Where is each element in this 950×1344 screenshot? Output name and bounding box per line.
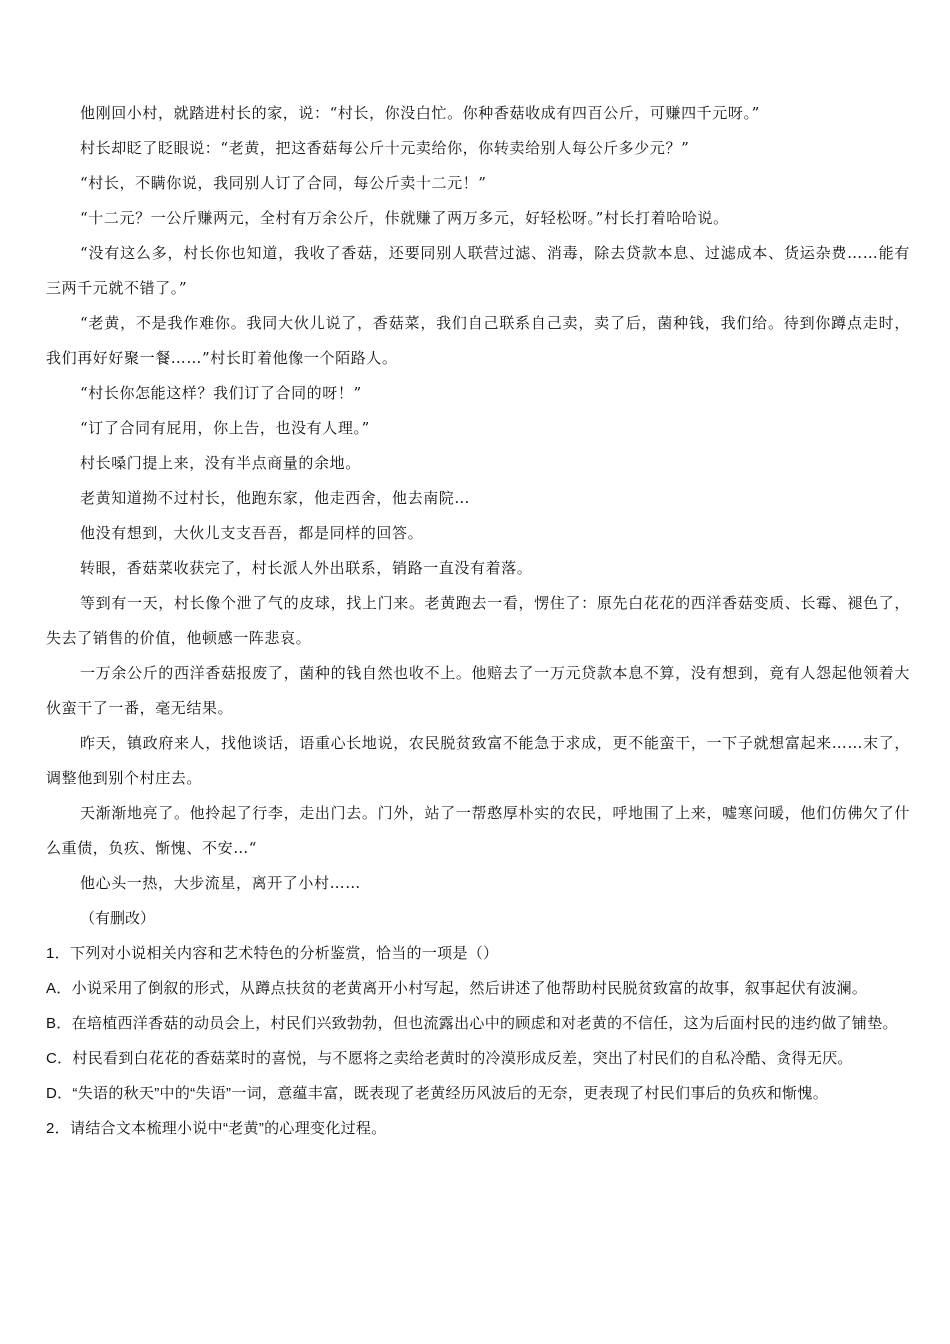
story-paragraph: “村长，不瞒你说，我同别人订了合同，每公斤卖十二元！” [80, 174, 487, 192]
story-paragraph: “老黄，不是我作难你。我同大伙儿说了，香菇菜，我们自己联系自己卖，卖了后，菌种钱，我们给。待到你蹲点走时，我们再好好聚一餐……”村长盯着他像一个陌路人。 [46, 314, 910, 367]
story-paragraph: 等到有一天，村长像个泄了气的皮球，找上门来。老黄跑去一看，愣住了：原先白花花的西洋香菇变质、长霉、褪色了，失去了销售的价值，他顿感一阵悲哀。 [46, 594, 910, 647]
question-1-option-d: D．“失语的秋天”中的“失语”一词，意蕴丰富，既表现了老黄经历风波后的无奈，更表现了村民们事后的负疚和惭愧。 [46, 1085, 829, 1102]
story-paragraph: 村长嗓门提上来，没有半点商量的余地。 [80, 454, 361, 472]
question-1-option-b: B．在培植西洋香菇的动员会上，村民们兴致勃勃，但也流露出心中的顾虑和对老黄的不信任，这为后面村民的违约做了铺垫。 [46, 1015, 898, 1032]
story-paragraph: 他刚回小村，就踏进村长的家，说：“村长，你没白忙。你种香菇收成有四百公斤，可赚四千元呀。” [80, 104, 760, 122]
story-paragraph: 转眼，香菇菜收获完了，村长派人外出联系，销路一直没有着落。 [80, 559, 533, 577]
question-1-option-a: A．小说采用了倒叙的形式，从蹲点扶贫的老黄离开小村写起，然后讲述了他帮助村民脱贫致富的故事，叙事起伏有波澜。 [46, 980, 868, 997]
story-paragraph: “村长你怎能这样？我们订了合同的呀！” [80, 384, 362, 402]
story-paragraph: 老黄知道拗不过村长，他跑东家，他走西舍，他去南院… [80, 489, 471, 507]
question-1-option-c: C．村民看到白花花的香菇菜时的喜悦，与不愿将之卖给老黄时的冷漠形成反差，突出了村民们的自私冷酷、贪得无厌。 [46, 1050, 853, 1067]
question-2-stem: 2．请结合文本梳理小说中“老黄”的心理变化过程。 [46, 1120, 387, 1137]
edit-note: （有删改） [80, 909, 156, 927]
story-paragraph: “没有这么多，村长你也知道，我收了香菇，还要同别人联营过滤、消毒，除去贷款本息、过滤成本、货运杂费……能有三两千元就不错了。” [46, 244, 910, 297]
questions-section [46, 936, 910, 1146]
story-paragraph: 村长却眨了眨眼说：“老黄，把这香菇每公斤十元卖给你，你转卖给别人每公斤多少元？” [80, 139, 690, 157]
story-paragraph: “订了合同有屁用，你上告，也没有人理。” [80, 419, 370, 437]
story-paragraph: 一万余公斤的西洋香菇报废了，菌种的钱自然也收不上。他赔去了一万元贷款本息不算，没有想到，竟有人怨起他领着大伙蛮干了一番，毫无结果。 [46, 664, 910, 717]
story-paragraph: “十二元？一公斤赚两元，全村有万余公斤，佧就赚了两万多元，好轻松呀。”村长打着哈哈说。 [80, 209, 729, 227]
story-body [46, 96, 910, 936]
story-paragraph: 他没有想到，大伙儿支支吾吾，都是同样的回答。 [80, 524, 424, 542]
question-1-stem: 1．下列对小说相关内容和艺术特色的分析鉴赏，恰当的一项是（） [46, 945, 499, 962]
story-paragraph: 昨天，镇政府来人，找他谈话，语重心长地说，农民脱贫致富不能急于求成，更不能蛮干，一下子就想富起来……末了，调整他到别个村庄去。 [46, 734, 910, 787]
story-paragraph: 他心头一热，大步流星，离开了小村…… [80, 874, 361, 892]
story-paragraph: 天渐渐地亮了。他拎起了行李，走出门去。门外，站了一帮憨厚朴实的农民，呼地围了上来，嘘寒问暖，他们仿佛欠了什么重债，负疚、惭愧、不安…“ [46, 804, 910, 857]
